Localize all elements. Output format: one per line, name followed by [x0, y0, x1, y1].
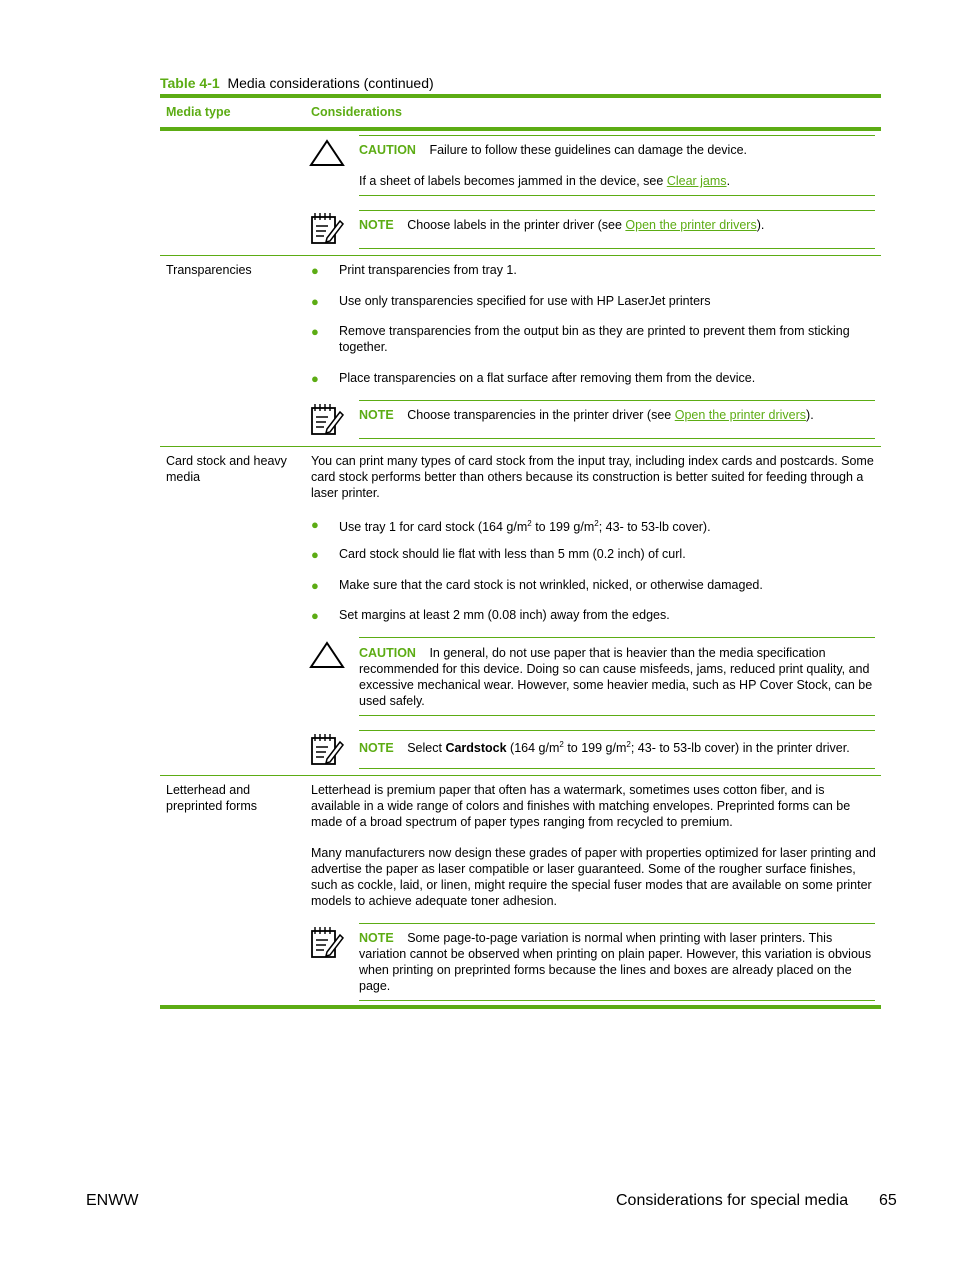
- note-box-bottom: [359, 248, 875, 249]
- bullet-icon: ●: [311, 263, 319, 278]
- table-title: Media considerations (continued): [227, 75, 434, 91]
- note-label: NOTE: [359, 931, 394, 945]
- caution-text: CAUTION Failure to follow these guidelines can damage the device.: [359, 143, 747, 157]
- table-top-rule: [160, 94, 881, 98]
- bullet-icon: ●: [311, 517, 319, 532]
- letterhead-para-2: Many manufacturers now design these grades of paper with properties optimized for laser printing and advertise the paper as laser compatible or laser guaranteed. Some of the rougher surface finishes, such as cockle, laid, or linen, might require the special fuser modes that are available on some printer models to achieve adequate toner adhesion.: [311, 846, 876, 908]
- note-text: NOTE Choose labels in the printer driver (see Open the printer drivers).: [359, 218, 765, 232]
- table-caption: [160, 75, 434, 91]
- header-considerations: Considerations: [311, 105, 402, 119]
- note-box-top: [359, 730, 875, 731]
- bullet-icon: ●: [311, 547, 319, 562]
- caution-triangle-icon: [309, 640, 345, 674]
- caution-label: CAUTION: [359, 143, 416, 157]
- header-media-type: Media type: [166, 105, 231, 119]
- note-text: NOTE Select Cardstock (164 $g/m^2$ to 199 $g/m^2$; 43- to 53-lb cover) in the printer driver.: [359, 740, 850, 756]
- table-number: Table 4-1: [160, 75, 220, 91]
- table-header-rule: [160, 127, 881, 131]
- media-type-card-stock: Card stock and heavy media: [166, 454, 287, 484]
- open-printer-drivers-link[interactable]: Open the printer drivers: [674, 408, 807, 422]
- note-pad-icon: [309, 925, 345, 959]
- note-box-bottom: [359, 1000, 875, 1001]
- caution-label: CAUTION: [359, 646, 416, 660]
- card-stock-intro: You can print many types of card stock from the input tray, including index cards and postcards. Some card stock performs better than others because its construction is better suited for feeding through a laser printer.: [311, 454, 874, 500]
- clear-jams-link[interactable]: Clear jams: [666, 174, 727, 188]
- note-box-bottom: [359, 438, 875, 439]
- caution-triangle-icon: [309, 138, 345, 172]
- bullet-icon: ●: [311, 324, 319, 339]
- media-type-transparencies: Transparencies: [166, 263, 252, 277]
- note-box-top: [359, 923, 875, 924]
- open-printer-drivers-link[interactable]: Open the printer drivers: [625, 218, 757, 232]
- row-divider: [160, 446, 881, 447]
- note-label: NOTE: [359, 218, 394, 232]
- caution-box-top: [359, 135, 875, 136]
- caution-box-bottom: [359, 715, 875, 716]
- note-box-top: [359, 210, 875, 211]
- list-item: Place transparencies on a flat surface after removing them from the device.: [339, 371, 756, 385]
- note-label: NOTE: [359, 741, 394, 756]
- note-text: NOTE Choose transparencies in the printer driver (see Open the printer drivers).: [359, 408, 814, 422]
- list-item: Set margins at least 2 mm (0.08 inch) away from the edges.: [339, 608, 670, 622]
- list-item: Make sure that the card stock is not wrinkled, nicked, or otherwise damaged.: [339, 578, 763, 592]
- list-item: Print transparencies from tray 1.: [339, 263, 517, 277]
- page-number: 65: [879, 1192, 897, 1209]
- caution-box-bottom: [359, 195, 875, 196]
- media-type-letterhead: Letterhead and preprinted forms: [166, 783, 258, 813]
- bullet-icon: ●: [311, 371, 319, 386]
- list-item: Card stock should lie flat with less than 5 mm (0.2 inch) of curl.: [339, 547, 686, 561]
- table-bottom-rule: [160, 1005, 881, 1009]
- note-pad-icon: [309, 732, 345, 766]
- bullet-icon: ●: [311, 578, 319, 593]
- note-pad-icon: [309, 402, 345, 436]
- caution-subtext: If a sheet of labels becomes jammed in the device, see Clear jams.: [359, 174, 731, 188]
- bullet-icon: ●: [311, 294, 319, 309]
- list-item: Use tray 1 for card stock (164 $g/m^2$ to 199 $g/m^2$; 43- to 53-lb cover).: [339, 519, 711, 535]
- row-divider: [160, 255, 881, 256]
- bullet-icon: ●: [311, 608, 319, 623]
- row-divider: [160, 775, 881, 776]
- footer-section-title: Considerations for special media: [616, 1192, 849, 1209]
- note-pad-icon: [309, 211, 345, 245]
- list-item: Remove transparencies from the output bin as they are printed to prevent them from sticking together.: [339, 324, 850, 354]
- letterhead-para-1: Letterhead is premium paper that often has a watermark, sometimes uses cotton fiber, and is available in a wide range of colors and finishes with matching envelopes. Preprinted forms can be made of a broad spectrum of paper types ranging from recycled to premium.: [311, 783, 851, 829]
- cardstock-setting: Cardstock: [445, 741, 507, 756]
- note-box-top: [359, 400, 875, 401]
- note-label: NOTE: [359, 408, 394, 422]
- caution-box-top: [359, 637, 875, 638]
- note-box-bottom: [359, 768, 875, 769]
- note-text: NOTE Some page-to-page variation is normal when printing with laser printers. This variation cannot be observed when printing on plain paper. However, this variation is obvious when printing on preprinted forms because the lines and boxes are already placed on the page.: [359, 931, 872, 993]
- caution-text: CAUTION In general, do not use paper that is heavier than the media specification recommended for this device. Doing so can cause misfeeds, jams, reduced print quality, and excessive mechanical wear. However, some heavier media, such as HP Cover Stock, can be used safely.: [359, 646, 873, 708]
- footer-enww: ENWW: [86, 1192, 139, 1209]
- list-item: Use only transparencies specified for use with HP LaserJet printers: [339, 294, 711, 308]
